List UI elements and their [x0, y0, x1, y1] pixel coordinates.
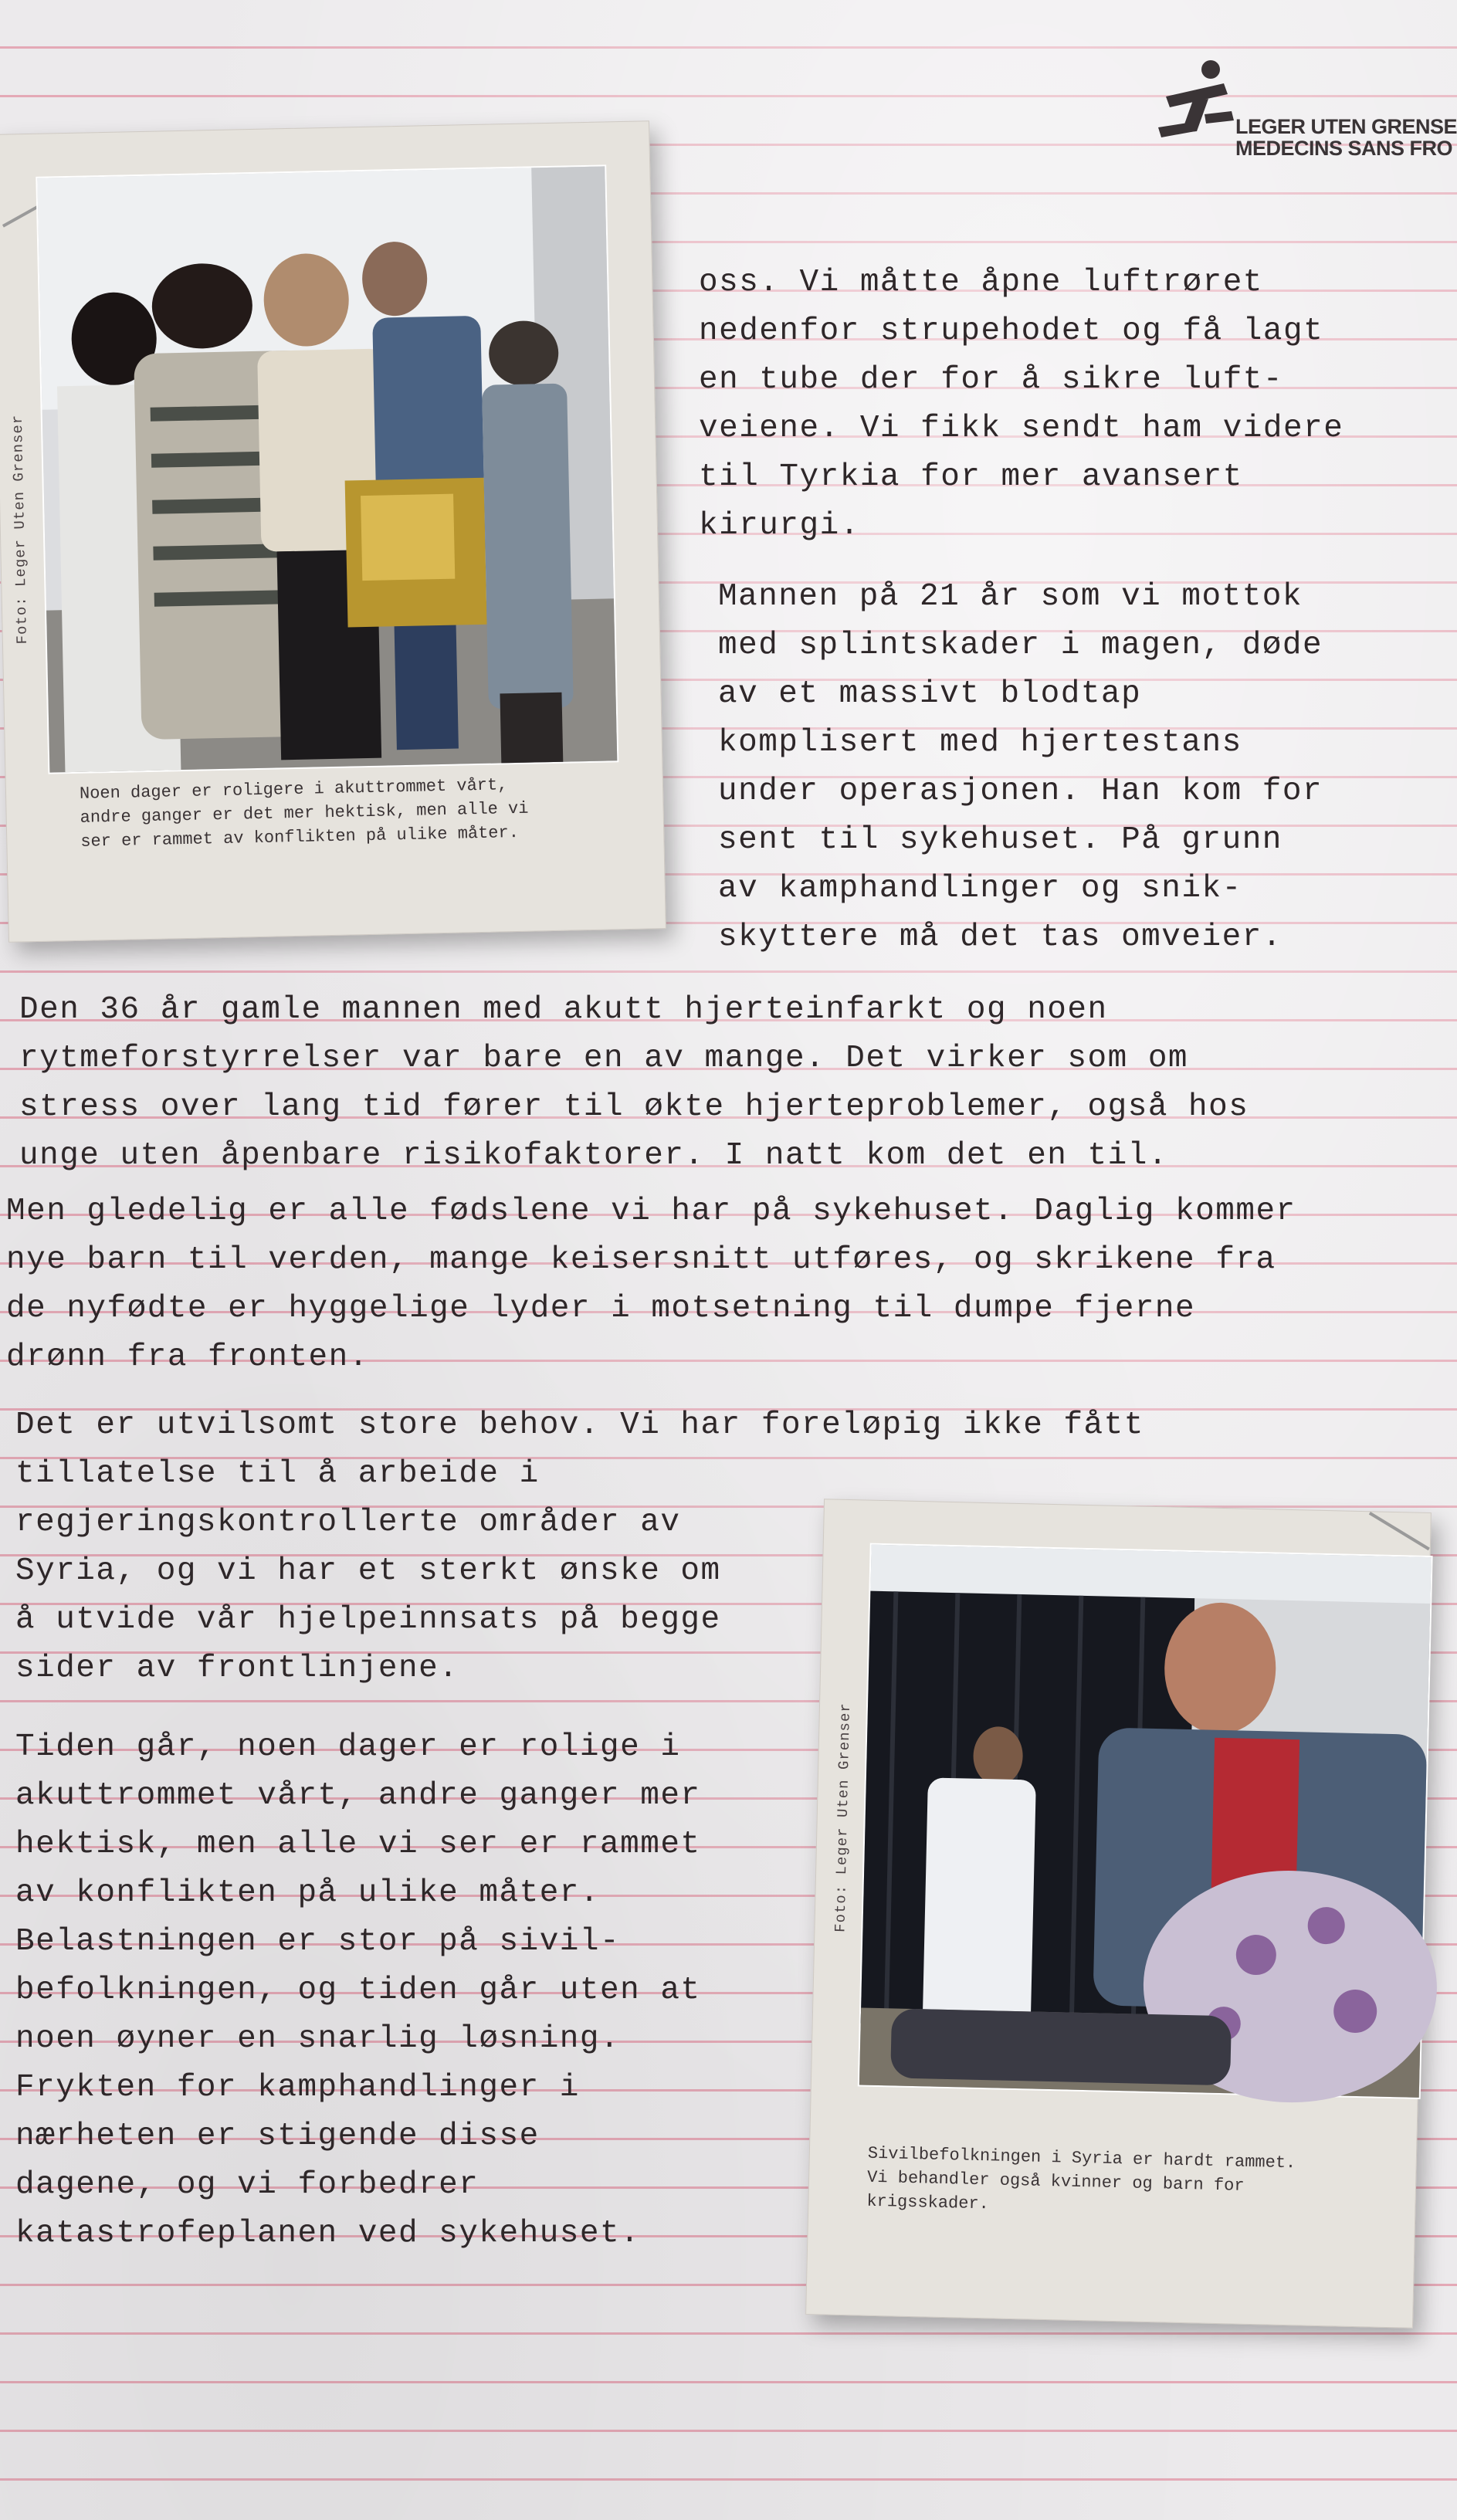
- photo-credit: Foto: Leger Uten Grenser: [832, 1702, 855, 1933]
- paragraph-time-passes: [15, 1723, 701, 2258]
- caption-line: Noen dager er roligere i akuttrommet vårt,: [79, 775, 508, 804]
- msf-running-figure-icon: [1150, 54, 1243, 147]
- text-line: kirurgi.: [699, 508, 860, 544]
- text-line: Frykten for kamphandlinger i: [15, 2070, 580, 2105]
- text-line: hektisk, men alle vi ser er rammet: [15, 1827, 701, 1862]
- text-line: komplisert med hjertestans: [718, 725, 1242, 760]
- text-line: sent til sykehuset. På grunn: [718, 822, 1282, 858]
- text-line: Syria, og vi har et sterkt ønske om: [15, 1553, 721, 1589]
- photo-emergency-room: [36, 164, 618, 774]
- text-line: en tube der for å sikre luft-: [699, 362, 1284, 398]
- text-line: stress over lang tid fører til økte hjerteproblemer, også hos: [19, 1089, 1249, 1125]
- text-line: katastrofeplanen ved sykehuset.: [15, 2216, 641, 2251]
- text-line: nye barn til verden, mange keisersnitt utføres, og skrikene fra: [6, 1242, 1276, 1278]
- msf-logo: [1150, 46, 1457, 170]
- text-line: å utvide vår hjelpeinnsats på begge: [15, 1602, 721, 1638]
- caption-line: andre ganger er det mer hektisk, men alle vi: [80, 798, 529, 828]
- text-line: Det er utvilsomt store behov. Vi har foreløpig ikke fått: [15, 1407, 1144, 1443]
- paragraph-airway: [699, 259, 1343, 550]
- text-line: nedenfor strupehodet og få lagt: [699, 313, 1324, 349]
- text-line: veiene. Vi fikk sendt ham videre: [699, 411, 1344, 446]
- text-line: Tiden går, noen dager er rolige i: [15, 1729, 681, 1765]
- text-line: av kamphandlinger og snik-: [718, 871, 1242, 906]
- text-line: befolkningen, og tiden går uten at: [15, 1973, 701, 2008]
- paragraph-heart-attack: [19, 986, 1249, 1180]
- caption-line: Sivilbefolkningen i Syria er hardt rammet.: [867, 2143, 1296, 2173]
- text-line: Mannen på 21 år som vi mottok: [718, 579, 1303, 615]
- photo-credit: Foto: Leger Uten Grenser: [8, 414, 31, 645]
- text-line: rytmeforstyrrelser var bare en av mange. Det virker som om: [19, 1041, 1189, 1076]
- paragraph-births: [6, 1187, 1296, 1382]
- photo-caption: [80, 771, 622, 854]
- text-line: oss. Vi måtte åpne luftrøret: [699, 265, 1263, 300]
- text-line: Belastningen er stor på sivil-: [15, 1924, 621, 1959]
- logo-line-2: MEDECINS SANS FRO: [1235, 137, 1453, 160]
- text-line: akuttrommet vårt, andre ganger mer: [15, 1778, 701, 1814]
- text-line: under operasjonen. Han kom for: [718, 774, 1323, 809]
- text-line: nærheten er stigende disse: [15, 2119, 540, 2154]
- text-line: Men gledelig er alle fødslene vi har på sykehuset. Daglig kommer: [6, 1194, 1296, 1229]
- paragraph-needs: [15, 1401, 1144, 1693]
- caption-line: krigsskader.: [866, 2191, 990, 2214]
- text-line: noen øyner en snarlig løsning.: [15, 2021, 621, 2057]
- text-line: unge uten åpenbare risikofaktorer. I natt kom det en til.: [19, 1138, 1168, 1174]
- text-line: regjeringskontrollerte områder av: [15, 1505, 681, 1540]
- paper-clip: [1369, 1512, 1430, 1550]
- photo-card-emergency-room: [0, 120, 666, 943]
- text-line: med splintskader i magen, døde: [718, 628, 1323, 663]
- text-line: drønn fra fronten.: [6, 1340, 369, 1375]
- text-line: Den 36 år gamle mannen med akutt hjerteinfarkt og noen: [19, 992, 1108, 1028]
- caption-line: ser er rammet av konflikten på ulike måter.: [80, 822, 520, 852]
- text-line: sider av frontlinjene.: [15, 1651, 459, 1686]
- text-line: av konflikten på ulike måter.: [15, 1875, 601, 1911]
- logo-line-1: LEGER UTEN GRENSE: [1235, 115, 1457, 138]
- paragraph-shrapnel: [718, 573, 1323, 962]
- logo-text: [1235, 116, 1457, 159]
- text-line: skyttere må det tas omveier.: [718, 920, 1282, 955]
- text-line: tillatelse til å arbeide i: [15, 1456, 540, 1492]
- text-line: til Tyrkia for mer avansert: [699, 459, 1243, 495]
- text-line: de nyfødte er hyggelige lyder i motsetning til dumpe fjerne: [6, 1291, 1196, 1326]
- caption-line: Vi behandler også kvinner og barn for: [866, 2167, 1245, 2196]
- text-line: dagene, og vi forbedrer: [15, 2167, 479, 2203]
- photo-caption: [866, 2142, 1408, 2226]
- text-line: av et massivt blodtap: [718, 676, 1142, 712]
